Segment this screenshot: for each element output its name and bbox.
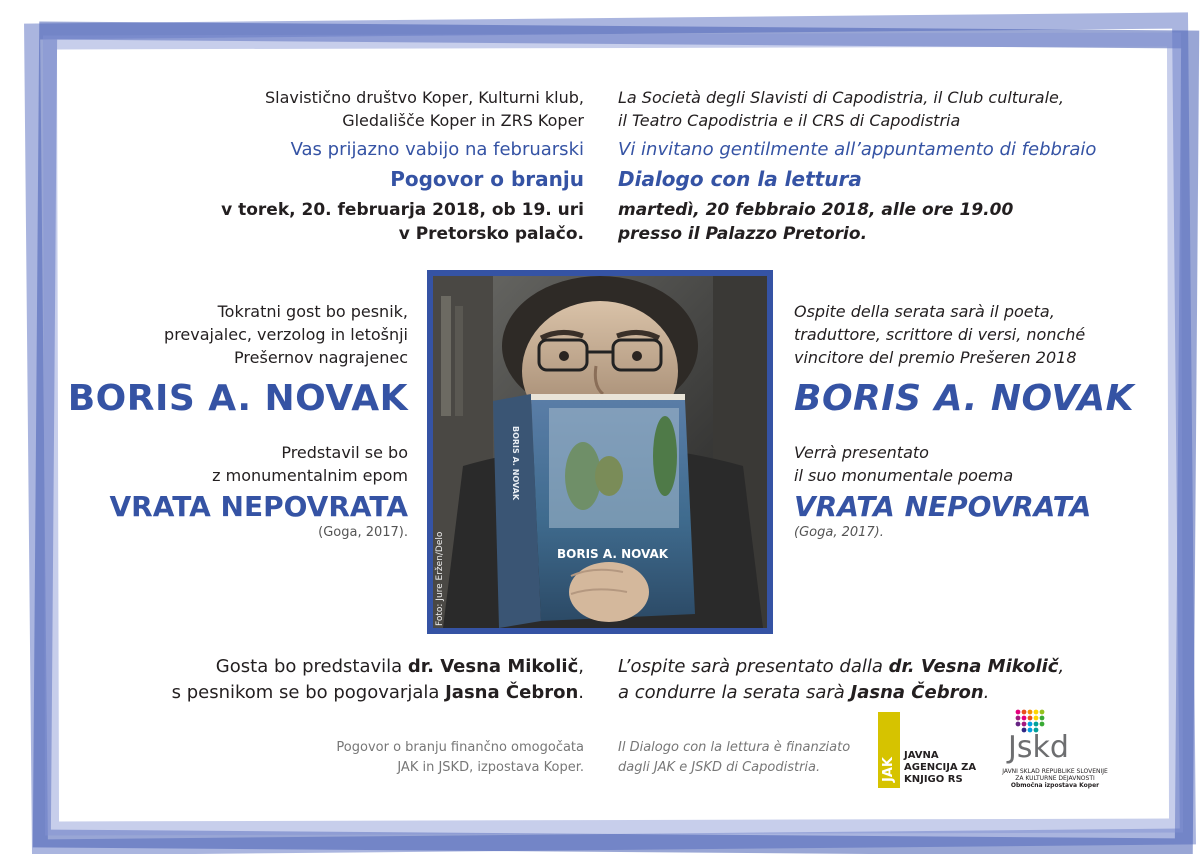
ita-guest-block — [794, 300, 1144, 540]
ita-funding-line2: dagli JAK e JSKD di Capodistria. — [618, 760, 821, 775]
jskd-logo-wordmark: Jskd — [1008, 730, 1069, 765]
jak-logo-line1: JAVNA — [904, 750, 939, 761]
ita-guest-line1: Ospite della serata sarà il poeta, — [794, 302, 1055, 321]
author-photo — [433, 276, 767, 628]
ita-host-line2-pre: a condurre la serata sarà — [618, 682, 851, 703]
slo-date-line1: v torek, 20. februarja 2018, ob 19. uri — [221, 200, 584, 220]
slo-organizers-line2: Gledališče Koper in ZRS Koper — [342, 111, 584, 130]
slo-header — [64, 86, 584, 246]
ita-host-presenter-name: dr. Vesna Mikolič — [888, 656, 1059, 677]
slo-organizers-line1: Slavistično društvo Koper, Kulturni klub, — [264, 88, 584, 107]
ita-header — [618, 86, 1138, 246]
author-portrait-illustration — [433, 276, 767, 628]
jskd-logo-line3: Območna izpostava Koper — [1010, 782, 1100, 789]
jskd-logo-line2: ZA KULTURNE DEJAVNOSTI — [1015, 775, 1095, 782]
book-spine-text: BORIS A. NOVAK — [511, 426, 520, 501]
slo-book-title: VRATA NEPOVRATA — [109, 490, 408, 523]
photo-credit: Foto: Jure Eržen/Delo — [435, 531, 445, 626]
slo-funding-line2: JAK in JSKD, izpostava Koper. — [397, 760, 584, 775]
slo-guest-line2: prevajalec, verzolog in letošnji — [164, 325, 408, 344]
ita-present-line1: Verrà presentato — [794, 443, 929, 462]
slo-host-line1-pre: Gosta bo predstavila — [215, 656, 408, 677]
ita-guest-name: BORIS A. NOVAK — [794, 378, 1134, 419]
ita-invite: Vi invitano gentilmente all’appuntamento di febbraio — [618, 139, 1097, 160]
slo-hosts — [64, 655, 584, 705]
slo-guest-block — [0, 300, 408, 540]
slo-host-line1-post: , — [578, 656, 584, 677]
ita-host-moderator-name: Jasna Čebron — [850, 682, 984, 703]
slo-funding — [64, 738, 584, 778]
slo-host-line2-pre: s pesnikom se bo pogovarjala — [171, 682, 446, 703]
slo-guest-line3: Prešernov nagrajenec — [234, 348, 408, 367]
slo-present-line2: z monumentalnim epom — [212, 466, 408, 485]
slo-invite: Vas prijazno vabijo na februarski — [290, 139, 584, 160]
slo-event-title: Pogovor o branju — [390, 167, 584, 191]
ita-event-title: Dialogo con la lettura — [618, 167, 862, 191]
ita-host-line2-post: . — [983, 682, 990, 703]
ita-guest-line2: traduttore, scrittore di versi, nonché — [794, 325, 1086, 344]
slo-host-moderator-name: dr. Vesna Mikolič — [407, 656, 579, 677]
ita-guest-line3: vincitore del premio Prešeren 2018 — [794, 348, 1077, 367]
slo-funding-line1: Pogovor o branju finančno omogočata — [336, 740, 584, 755]
slo-guest-name: BORIS A. NOVAK — [67, 378, 408, 419]
ita-funding-line1: Il Dialogo con la lettura è finanziato — [618, 740, 851, 755]
ita-organizers-line2: il Teatro Capodistria e il CRS di Capodistria — [618, 111, 961, 130]
author-photo-frame — [427, 270, 773, 634]
ita-book-title: VRATA NEPOVRATA — [794, 490, 1092, 523]
jak-logo-line2: AGENCIJA ZA — [904, 762, 977, 773]
ita-hosts — [618, 655, 1138, 705]
slo-present-line1: Predstavil se bo — [281, 443, 408, 462]
slo-host-interviewer-name: Jasna Čebron — [445, 682, 579, 703]
ita-host-line1-pre: L’ospite sarà presentato dalla — [618, 656, 889, 677]
ita-date-line1: martedì, 20 febbraio 2018, alle ore 19.00 — [618, 200, 1014, 220]
jak-logo — [878, 712, 988, 792]
ita-date-line2: presso il Palazzo Pretorio. — [618, 224, 868, 244]
book-cover-author: BORIS A. NOVAK — [557, 547, 669, 561]
ita-present-line2: il suo monumentale poema — [794, 466, 1014, 485]
jak-logo-line3: KNJIGO RS — [904, 774, 963, 785]
slo-date-line2: v Pretorsko palačo. — [398, 224, 584, 244]
jskd-logo-line1: JAVNI SKLAD REPUBLIKE SLOVENIJE — [1002, 768, 1108, 775]
ita-host-line1-post: , — [1058, 656, 1065, 677]
slo-guest-line1: Tokratni gost bo pesnik, — [217, 302, 408, 321]
jak-logo-mark — [878, 712, 900, 788]
ita-funding — [618, 738, 868, 778]
jak-logo-letters: JAK — [881, 757, 896, 782]
slo-host-line2-post: . — [578, 682, 584, 703]
ita-organizers-line1: La Società degli Slavisti di Capodistria, il Club culturale, — [618, 88, 1064, 107]
ita-publisher: (Goga, 2017). — [794, 525, 884, 540]
jskd-logo — [1000, 706, 1110, 796]
slo-publisher: (Goga, 2017). — [318, 525, 408, 540]
